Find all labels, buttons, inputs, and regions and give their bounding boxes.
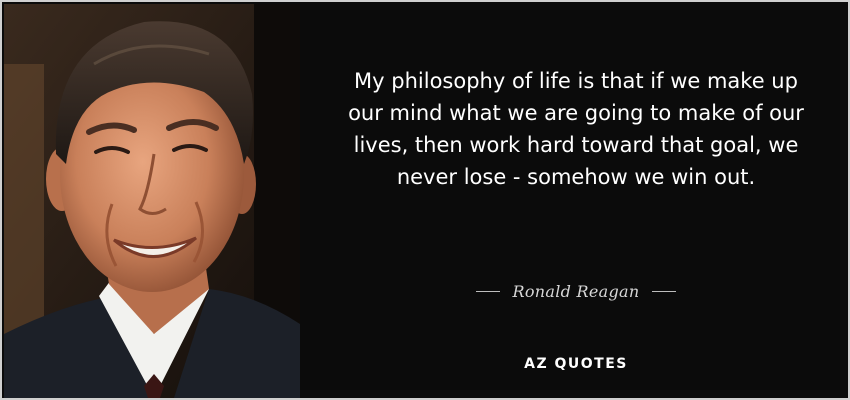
author-attribution [302, 282, 850, 301]
brand-logo: AZ QUOTES [524, 356, 628, 372]
person-portrait-icon [4, 4, 300, 398]
author-divider-left [476, 291, 500, 292]
quote-area [302, 2, 850, 398]
author-name: Ronald Reagan [512, 282, 640, 301]
author-divider-right [652, 291, 676, 292]
author-portrait [4, 4, 300, 398]
quote-text: My philosophy of life is that if we make up our mind what we are going to make of our lives, then work hard toward that goal, we never lose - somehow we win out. [348, 69, 804, 189]
